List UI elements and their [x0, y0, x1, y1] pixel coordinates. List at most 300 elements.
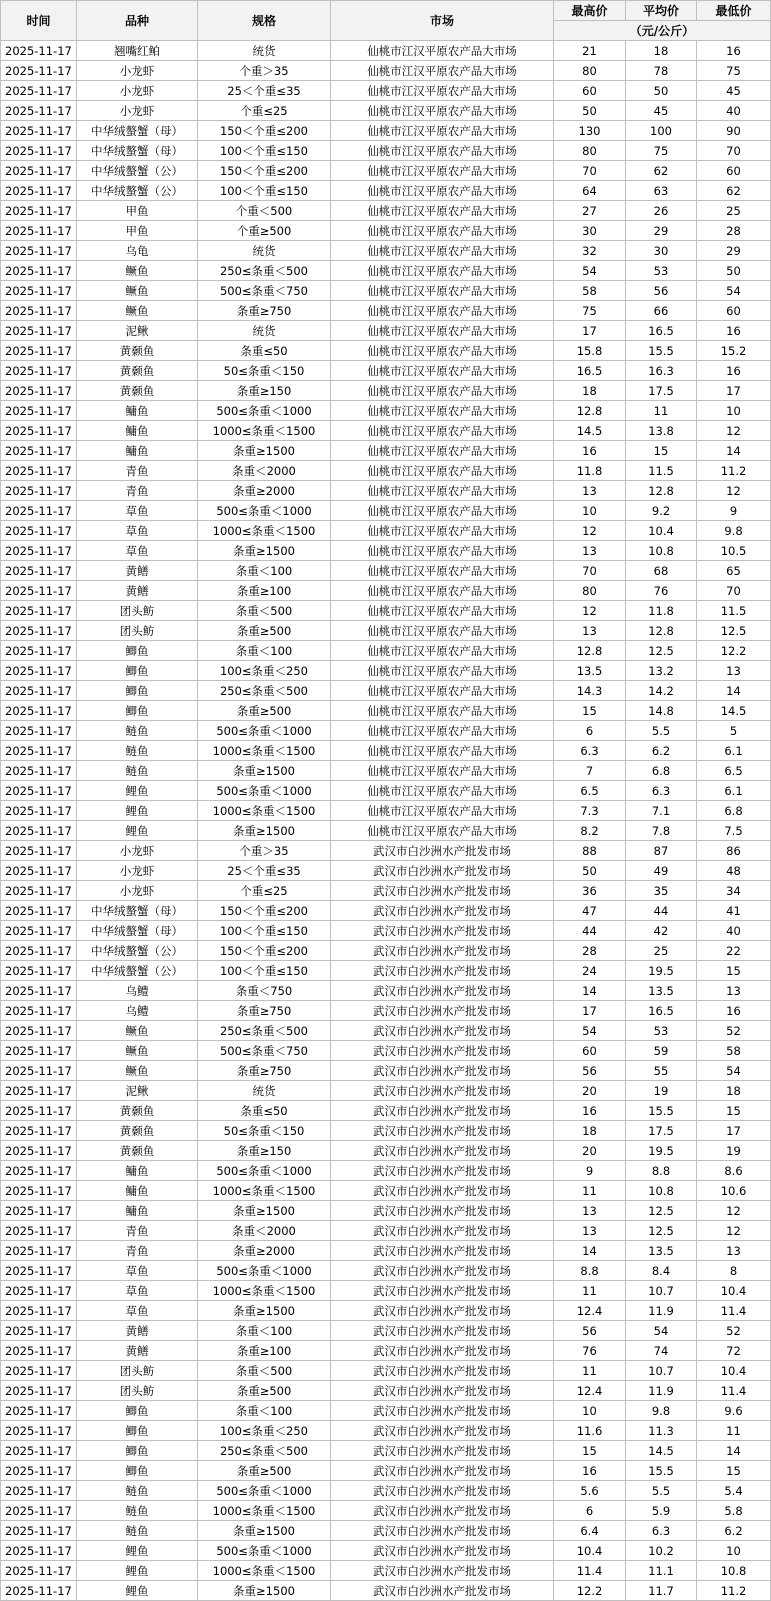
- cell-market: 仙桃市江汉平原农产品大市场: [331, 581, 554, 601]
- cell-max-price: 6.4: [554, 1521, 626, 1541]
- cell-min-price: 19: [697, 1141, 771, 1161]
- cell-avg-price: 42: [626, 921, 697, 941]
- cell-min-price: 5: [697, 721, 771, 741]
- cell-spec: 条重≥1500: [198, 1521, 331, 1541]
- cell-variety: 甲鱼: [77, 201, 198, 221]
- table-header: [1, 1, 771, 41]
- cell-max-price: 15.8: [554, 341, 626, 361]
- cell-spec: 统货: [198, 1081, 331, 1101]
- cell-spec: 500≤条重＜750: [198, 281, 331, 301]
- cell-variety: 鲫鱼: [77, 1461, 198, 1481]
- cell-max-price: 32: [554, 241, 626, 261]
- cell-max-price: 44: [554, 921, 626, 941]
- table-row: [1, 601, 771, 621]
- cell-variety: 鲤鱼: [77, 1541, 198, 1561]
- cell-variety: 甲鱼: [77, 221, 198, 241]
- cell-time: 2025-11-17: [1, 1281, 77, 1301]
- table-row: [1, 1401, 771, 1421]
- cell-variety: 鳙鱼: [77, 1181, 198, 1201]
- cell-spec: 150＜个重≤200: [198, 941, 331, 961]
- table-row: [1, 1161, 771, 1181]
- cell-min-price: 90: [697, 121, 771, 141]
- table-row: [1, 361, 771, 381]
- cell-max-price: 13: [554, 481, 626, 501]
- cell-time: 2025-11-17: [1, 601, 77, 621]
- cell-time: 2025-11-17: [1, 941, 77, 961]
- cell-spec: 条重≥500: [198, 701, 331, 721]
- cell-variety: 乌鳢: [77, 981, 198, 1001]
- cell-market: 仙桃市江汉平原农产品大市场: [331, 241, 554, 261]
- header-time: 时间: [1, 1, 77, 41]
- cell-avg-price: 16.3: [626, 361, 697, 381]
- cell-time: 2025-11-17: [1, 641, 77, 661]
- cell-spec: 条重≥500: [198, 1381, 331, 1401]
- cell-market: 仙桃市江汉平原农产品大市场: [331, 641, 554, 661]
- cell-spec: 500≤条重＜1000: [198, 1261, 331, 1281]
- cell-variety: 黄鳝: [77, 561, 198, 581]
- header-max-price: 最高价: [554, 1, 626, 21]
- table-row: [1, 1021, 771, 1041]
- cell-time: 2025-11-17: [1, 121, 77, 141]
- cell-spec: 条重≥1500: [198, 761, 331, 781]
- cell-market: 武汉市白沙洲水产批发市场: [331, 1081, 554, 1101]
- cell-variety: 青鱼: [77, 1221, 198, 1241]
- cell-variety: 黄颡鱼: [77, 361, 198, 381]
- cell-market: 武汉市白沙洲水产批发市场: [331, 1481, 554, 1501]
- cell-market: 武汉市白沙洲水产批发市场: [331, 1241, 554, 1261]
- cell-min-price: 12.2: [697, 641, 771, 661]
- cell-market: 仙桃市江汉平原农产品大市场: [331, 221, 554, 241]
- cell-variety: 黄鳝: [77, 1321, 198, 1341]
- cell-time: 2025-11-17: [1, 681, 77, 701]
- cell-market: 仙桃市江汉平原农产品大市场: [331, 501, 554, 521]
- table-row: [1, 741, 771, 761]
- cell-max-price: 13.5: [554, 661, 626, 681]
- cell-spec: 1000≤条重＜1500: [198, 801, 331, 821]
- table-row: [1, 1521, 771, 1541]
- cell-min-price: 62: [697, 181, 771, 201]
- cell-time: 2025-11-17: [1, 421, 77, 441]
- cell-avg-price: 26: [626, 201, 697, 221]
- cell-spec: 1000≤条重＜1500: [198, 741, 331, 761]
- cell-spec: 25＜个重≤35: [198, 861, 331, 881]
- table-row: [1, 1241, 771, 1261]
- table-row: [1, 1321, 771, 1341]
- cell-min-price: 34: [697, 881, 771, 901]
- cell-max-price: 18: [554, 381, 626, 401]
- cell-time: 2025-11-17: [1, 1561, 77, 1581]
- cell-variety: 草鱼: [77, 541, 198, 561]
- cell-max-price: 54: [554, 1021, 626, 1041]
- table-row: [1, 521, 771, 541]
- cell-min-price: 15: [697, 1101, 771, 1121]
- cell-time: 2025-11-17: [1, 1221, 77, 1241]
- header-avg-price: 平均价: [626, 1, 697, 21]
- cell-time: 2025-11-17: [1, 341, 77, 361]
- cell-max-price: 76: [554, 1341, 626, 1361]
- cell-market: 武汉市白沙洲水产批发市场: [331, 1541, 554, 1561]
- cell-spec: 条重≥1500: [198, 441, 331, 461]
- table-row: [1, 861, 771, 881]
- cell-market: 仙桃市江汉平原农产品大市场: [331, 201, 554, 221]
- cell-spec: 150＜个重≤200: [198, 121, 331, 141]
- table-row: [1, 1221, 771, 1241]
- cell-min-price: 75: [697, 61, 771, 81]
- cell-market: 武汉市白沙洲水产批发市场: [331, 881, 554, 901]
- cell-avg-price: 11.5: [626, 461, 697, 481]
- cell-avg-price: 6.3: [626, 781, 697, 801]
- cell-min-price: 60: [697, 301, 771, 321]
- cell-variety: 鳙鱼: [77, 401, 198, 421]
- table-row: [1, 1481, 771, 1501]
- cell-market: 仙桃市江汉平原农产品大市场: [331, 741, 554, 761]
- cell-variety: 中华绒螯蟹（公）: [77, 161, 198, 181]
- table-row: [1, 1381, 771, 1401]
- cell-avg-price: 100: [626, 121, 697, 141]
- cell-avg-price: 19.5: [626, 1141, 697, 1161]
- cell-min-price: 40: [697, 101, 771, 121]
- cell-market: 仙桃市江汉平原农产品大市场: [331, 541, 554, 561]
- table-row: [1, 701, 771, 721]
- cell-max-price: 54: [554, 261, 626, 281]
- cell-market: 武汉市白沙洲水产批发市场: [331, 1181, 554, 1201]
- cell-variety: 青鱼: [77, 461, 198, 481]
- table-row: [1, 181, 771, 201]
- cell-avg-price: 7.8: [626, 821, 697, 841]
- cell-market: 仙桃市江汉平原农产品大市场: [331, 121, 554, 141]
- cell-spec: 条重≥150: [198, 381, 331, 401]
- cell-variety: 鲤鱼: [77, 1561, 198, 1581]
- cell-time: 2025-11-17: [1, 821, 77, 841]
- cell-time: 2025-11-17: [1, 741, 77, 761]
- cell-market: 仙桃市江汉平原农产品大市场: [331, 421, 554, 441]
- cell-market: 仙桃市江汉平原农产品大市场: [331, 661, 554, 681]
- cell-time: 2025-11-17: [1, 781, 77, 801]
- header-variety: 品种: [77, 1, 198, 41]
- cell-min-price: 41: [697, 901, 771, 921]
- cell-max-price: 12.4: [554, 1301, 626, 1321]
- cell-market: 仙桃市江汉平原农产品大市场: [331, 401, 554, 421]
- cell-variety: 小龙虾: [77, 861, 198, 881]
- cell-max-price: 8.2: [554, 821, 626, 841]
- cell-time: 2025-11-17: [1, 281, 77, 301]
- cell-avg-price: 30: [626, 241, 697, 261]
- cell-spec: 250≤条重＜500: [198, 681, 331, 701]
- cell-spec: 条重＜500: [198, 601, 331, 621]
- table-row: [1, 1421, 771, 1441]
- cell-avg-price: 6.3: [626, 1521, 697, 1541]
- cell-market: 武汉市白沙洲水产批发市场: [331, 1301, 554, 1321]
- cell-avg-price: 10.7: [626, 1281, 697, 1301]
- cell-min-price: 8: [697, 1261, 771, 1281]
- cell-min-price: 8.6: [697, 1161, 771, 1181]
- cell-min-price: 7.5: [697, 821, 771, 841]
- cell-max-price: 14.5: [554, 421, 626, 441]
- table-row: [1, 121, 771, 141]
- table-row: [1, 641, 771, 661]
- cell-variety: 黄颡鱼: [77, 341, 198, 361]
- cell-max-price: 14: [554, 1241, 626, 1261]
- cell-variety: 草鱼: [77, 501, 198, 521]
- table-row: [1, 1361, 771, 1381]
- cell-min-price: 54: [697, 1061, 771, 1081]
- cell-variety: 鳜鱼: [77, 1061, 198, 1081]
- cell-variety: 小龙虾: [77, 881, 198, 901]
- table-row: [1, 1041, 771, 1061]
- cell-spec: 250≤条重＜500: [198, 1441, 331, 1461]
- cell-max-price: 14.3: [554, 681, 626, 701]
- cell-market: 仙桃市江汉平原农产品大市场: [331, 281, 554, 301]
- cell-max-price: 60: [554, 81, 626, 101]
- cell-spec: 1000≤条重＜1500: [198, 1561, 331, 1581]
- cell-max-price: 24: [554, 961, 626, 981]
- cell-max-price: 70: [554, 561, 626, 581]
- cell-market: 武汉市白沙洲水产批发市场: [331, 1501, 554, 1521]
- cell-time: 2025-11-17: [1, 161, 77, 181]
- table-row: [1, 1081, 771, 1101]
- cell-spec: 1000≤条重＜1500: [198, 1281, 331, 1301]
- cell-spec: 条重≥1500: [198, 1581, 331, 1601]
- cell-spec: 个重≤25: [198, 101, 331, 121]
- cell-market: 仙桃市江汉平原农产品大市场: [331, 481, 554, 501]
- cell-spec: 条重≥1500: [198, 541, 331, 561]
- cell-max-price: 16: [554, 1461, 626, 1481]
- cell-min-price: 17: [697, 1121, 771, 1141]
- cell-time: 2025-11-17: [1, 141, 77, 161]
- cell-min-price: 6.8: [697, 801, 771, 821]
- cell-spec: 1000≤条重＜1500: [198, 521, 331, 541]
- cell-spec: 500≤条重＜1000: [198, 1161, 331, 1181]
- cell-avg-price: 13.8: [626, 421, 697, 441]
- cell-spec: 条重≤50: [198, 1101, 331, 1121]
- cell-spec: 100≤条重＜250: [198, 661, 331, 681]
- cell-avg-price: 11.8: [626, 601, 697, 621]
- cell-market: 武汉市白沙洲水产批发市场: [331, 861, 554, 881]
- cell-time: 2025-11-17: [1, 1081, 77, 1101]
- cell-min-price: 11.2: [697, 1581, 771, 1601]
- cell-time: 2025-11-17: [1, 1321, 77, 1341]
- cell-max-price: 6: [554, 721, 626, 741]
- cell-variety: 团头鲂: [77, 1381, 198, 1401]
- cell-variety: 鳜鱼: [77, 1021, 198, 1041]
- cell-spec: 100＜个重≤150: [198, 961, 331, 981]
- cell-min-price: 65: [697, 561, 771, 581]
- cell-spec: 条重≥100: [198, 581, 331, 601]
- cell-avg-price: 59: [626, 1041, 697, 1061]
- cell-time: 2025-11-17: [1, 841, 77, 861]
- cell-max-price: 80: [554, 141, 626, 161]
- cell-min-price: 13: [697, 1241, 771, 1261]
- cell-min-price: 15: [697, 1461, 771, 1481]
- cell-avg-price: 15.5: [626, 1101, 697, 1121]
- cell-max-price: 11.6: [554, 1421, 626, 1441]
- cell-market: 武汉市白沙洲水产批发市场: [331, 1461, 554, 1481]
- cell-time: 2025-11-17: [1, 1361, 77, 1381]
- cell-market: 仙桃市江汉平原农产品大市场: [331, 101, 554, 121]
- cell-min-price: 9: [697, 501, 771, 521]
- cell-market: 武汉市白沙洲水产批发市场: [331, 1281, 554, 1301]
- cell-max-price: 11.4: [554, 1561, 626, 1581]
- cell-time: 2025-11-17: [1, 1521, 77, 1541]
- cell-min-price: 11: [697, 1421, 771, 1441]
- cell-max-price: 56: [554, 1061, 626, 1081]
- cell-market: 武汉市白沙洲水产批发市场: [331, 1161, 554, 1181]
- cell-max-price: 50: [554, 861, 626, 881]
- cell-min-price: 10.6: [697, 1181, 771, 1201]
- cell-market: 仙桃市江汉平原农产品大市场: [331, 561, 554, 581]
- cell-min-price: 52: [697, 1021, 771, 1041]
- cell-variety: 中华绒螯蟹（公）: [77, 941, 198, 961]
- cell-min-price: 5.8: [697, 1501, 771, 1521]
- cell-spec: 100≤条重＜250: [198, 1421, 331, 1441]
- cell-spec: 100＜个重≤150: [198, 921, 331, 941]
- cell-max-price: 130: [554, 121, 626, 141]
- cell-min-price: 12: [697, 1221, 771, 1241]
- cell-min-price: 18: [697, 1081, 771, 1101]
- table-row: [1, 1561, 771, 1581]
- cell-variety: 鲢鱼: [77, 761, 198, 781]
- cell-time: 2025-11-17: [1, 441, 77, 461]
- cell-spec: 条重＜750: [198, 981, 331, 1001]
- cell-market: 武汉市白沙洲水产批发市场: [331, 1421, 554, 1441]
- table-row: [1, 321, 771, 341]
- cell-market: 武汉市白沙洲水产批发市场: [331, 841, 554, 861]
- cell-min-price: 10: [697, 1541, 771, 1561]
- table-row: [1, 1201, 771, 1221]
- cell-max-price: 13: [554, 541, 626, 561]
- cell-variety: 黄颡鱼: [77, 1121, 198, 1141]
- cell-avg-price: 68: [626, 561, 697, 581]
- cell-max-price: 64: [554, 181, 626, 201]
- cell-min-price: 6.1: [697, 741, 771, 761]
- cell-spec: 50≤条重＜150: [198, 1121, 331, 1141]
- table-row: [1, 1261, 771, 1281]
- cell-variety: 鳜鱼: [77, 261, 198, 281]
- cell-market: 武汉市白沙洲水产批发市场: [331, 1061, 554, 1081]
- cell-min-price: 16: [697, 361, 771, 381]
- cell-variety: 草鱼: [77, 1281, 198, 1301]
- cell-variety: 鲤鱼: [77, 821, 198, 841]
- cell-min-price: 11.5: [697, 601, 771, 621]
- cell-spec: 1000≤条重＜1500: [198, 421, 331, 441]
- cell-variety: 乌龟: [77, 241, 198, 261]
- header-min-price: 最低价: [697, 1, 771, 21]
- cell-max-price: 17: [554, 1001, 626, 1021]
- cell-time: 2025-11-17: [1, 1241, 77, 1261]
- cell-spec: 1000≤条重＜1500: [198, 1501, 331, 1521]
- cell-avg-price: 17.5: [626, 1121, 697, 1141]
- cell-max-price: 28: [554, 941, 626, 961]
- cell-variety: 鳙鱼: [77, 441, 198, 461]
- table-row: [1, 541, 771, 561]
- cell-min-price: 10: [697, 401, 771, 421]
- cell-time: 2025-11-17: [1, 101, 77, 121]
- cell-min-price: 12: [697, 481, 771, 501]
- cell-time: 2025-11-17: [1, 1041, 77, 1061]
- cell-variety: 中华绒螯蟹（母）: [77, 141, 198, 161]
- cell-spec: 条重＜2000: [198, 461, 331, 481]
- cell-spec: 150＜个重≤200: [198, 901, 331, 921]
- cell-market: 仙桃市江汉平原农产品大市场: [331, 621, 554, 641]
- cell-avg-price: 13.5: [626, 981, 697, 1001]
- cell-spec: 条重≥1500: [198, 821, 331, 841]
- cell-spec: 条重＜2000: [198, 1221, 331, 1241]
- cell-max-price: 8.8: [554, 1261, 626, 1281]
- cell-time: 2025-11-17: [1, 1341, 77, 1361]
- cell-time: 2025-11-17: [1, 1161, 77, 1181]
- cell-max-price: 70: [554, 161, 626, 181]
- cell-min-price: 9.6: [697, 1401, 771, 1421]
- table-row: [1, 961, 771, 981]
- cell-market: 仙桃市江汉平原农产品大市场: [331, 441, 554, 461]
- cell-time: 2025-11-17: [1, 561, 77, 581]
- cell-avg-price: 49: [626, 861, 697, 881]
- cell-market: 仙桃市江汉平原农产品大市场: [331, 781, 554, 801]
- cell-spec: 个重≤25: [198, 881, 331, 901]
- cell-min-price: 25: [697, 201, 771, 221]
- table-row: [1, 1441, 771, 1461]
- cell-max-price: 30: [554, 221, 626, 241]
- table-row: [1, 1581, 771, 1601]
- cell-variety: 中华绒螯蟹（公）: [77, 181, 198, 201]
- cell-market: 武汉市白沙洲水产批发市场: [331, 1521, 554, 1541]
- cell-variety: 鲫鱼: [77, 701, 198, 721]
- cell-time: 2025-11-17: [1, 181, 77, 201]
- cell-avg-price: 11.7: [626, 1581, 697, 1601]
- cell-avg-price: 12.5: [626, 1221, 697, 1241]
- cell-max-price: 6.3: [554, 741, 626, 761]
- cell-variety: 翘嘴红鲌: [77, 41, 198, 61]
- cell-min-price: 29: [697, 241, 771, 261]
- cell-variety: 小龙虾: [77, 101, 198, 121]
- cell-spec: 条重≥2000: [198, 481, 331, 501]
- cell-spec: 500≤条重＜1000: [198, 1481, 331, 1501]
- cell-max-price: 17: [554, 321, 626, 341]
- cell-max-price: 56: [554, 1321, 626, 1341]
- cell-spec: 条重≤50: [198, 341, 331, 361]
- cell-market: 武汉市白沙洲水产批发市场: [331, 981, 554, 1001]
- cell-avg-price: 78: [626, 61, 697, 81]
- cell-avg-price: 15.5: [626, 1461, 697, 1481]
- table-row: [1, 481, 771, 501]
- cell-avg-price: 6.2: [626, 741, 697, 761]
- cell-min-price: 58: [697, 1041, 771, 1061]
- cell-max-price: 11: [554, 1281, 626, 1301]
- cell-min-price: 10.5: [697, 541, 771, 561]
- table-row: [1, 901, 771, 921]
- cell-max-price: 15: [554, 1441, 626, 1461]
- cell-time: 2025-11-17: [1, 1061, 77, 1081]
- cell-avg-price: 15: [626, 441, 697, 461]
- table-row: [1, 761, 771, 781]
- cell-min-price: 45: [697, 81, 771, 101]
- cell-spec: 个重≥500: [198, 221, 331, 241]
- cell-market: 武汉市白沙洲水产批发市场: [331, 1581, 554, 1601]
- cell-max-price: 80: [554, 61, 626, 81]
- cell-avg-price: 11: [626, 401, 697, 421]
- cell-avg-price: 7.1: [626, 801, 697, 821]
- cell-avg-price: 14.5: [626, 1441, 697, 1461]
- table-body: [1, 41, 771, 1601]
- table-row: [1, 1061, 771, 1081]
- cell-variety: 鲫鱼: [77, 1401, 198, 1421]
- cell-variety: 鳜鱼: [77, 1041, 198, 1061]
- cell-avg-price: 12.5: [626, 1201, 697, 1221]
- cell-variety: 草鱼: [77, 521, 198, 541]
- cell-time: 2025-11-17: [1, 1001, 77, 1021]
- cell-avg-price: 11.1: [626, 1561, 697, 1581]
- cell-avg-price: 53: [626, 1021, 697, 1041]
